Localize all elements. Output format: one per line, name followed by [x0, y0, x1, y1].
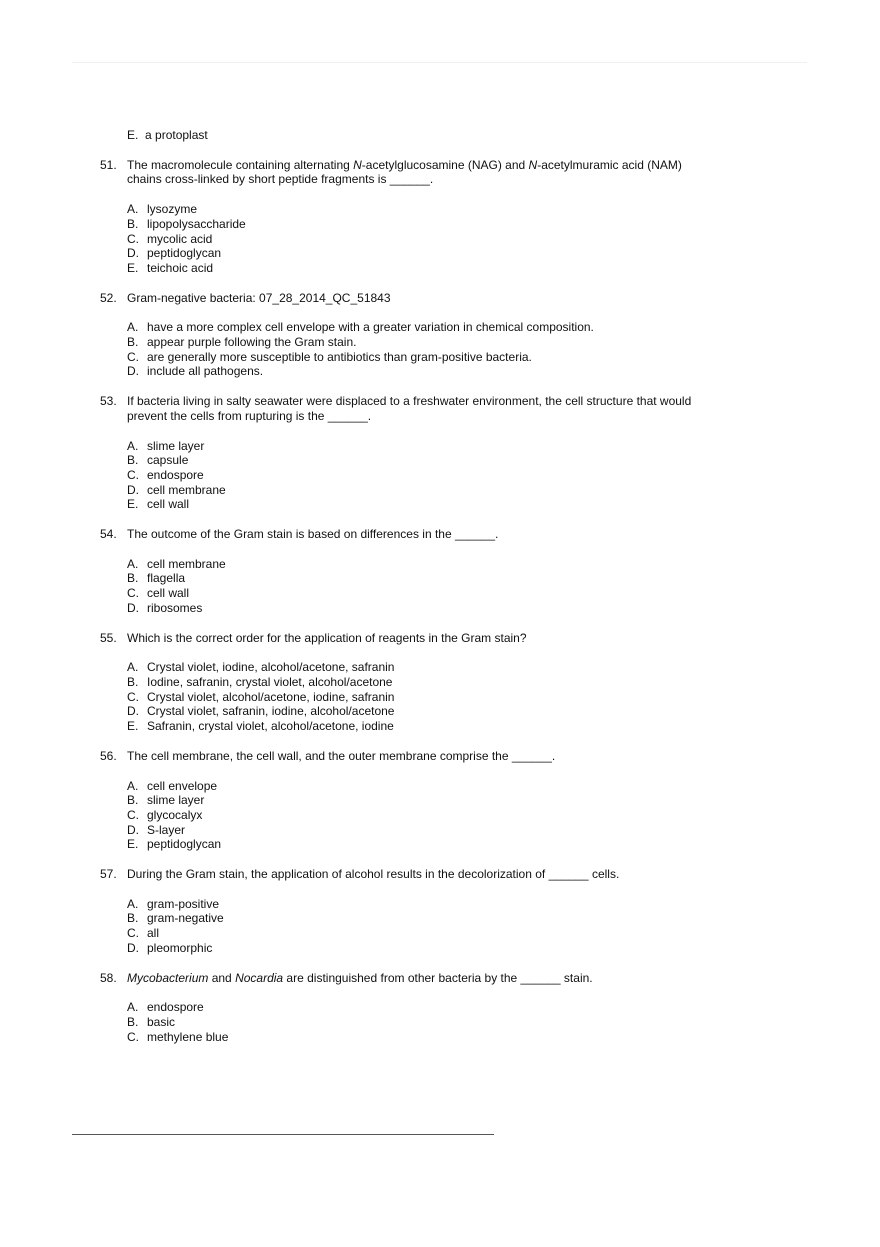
option-letter: E. — [127, 128, 139, 142]
stem-text: -acetylmuramic acid (NAM) — [537, 157, 682, 172]
option-letter: B. — [127, 453, 139, 468]
option-text: Crystal violet, safranin, iodine, alcohol/acetone — [147, 704, 395, 719]
option-letter: B. — [127, 571, 139, 586]
option-letter: A. — [127, 438, 139, 453]
option-text: endospore — [147, 1000, 204, 1015]
option-text: peptidoglycan — [147, 246, 222, 261]
option-letter: C. — [127, 1029, 139, 1044]
option-letter: E. — [127, 497, 139, 512]
question-stem — [127, 971, 760, 986]
option-a — [127, 779, 760, 794]
question-stem: The cell membrane, the cell wall, and the outer membrane comprise the ______. — [127, 748, 556, 763]
option-letter: A. — [127, 320, 139, 335]
option-text: cell membrane — [147, 556, 226, 571]
question-number: 51. — [100, 157, 117, 172]
option-d — [127, 483, 760, 498]
option-text: peptidoglycan — [147, 837, 222, 852]
option-text: S-layer — [147, 822, 186, 837]
option-b — [127, 675, 760, 690]
answer-options — [127, 897, 760, 956]
option-a — [127, 660, 760, 675]
option-letter: D. — [127, 600, 139, 615]
option-letter: D. — [127, 482, 139, 497]
question-number: 58. — [100, 970, 117, 985]
option-letter: B. — [127, 216, 139, 231]
stem-text: chains cross-linked by short peptide fragments is ______. — [127, 172, 434, 187]
question-56 — [100, 749, 760, 852]
option-b — [127, 571, 760, 586]
option-e — [127, 497, 760, 512]
option-text: capsule — [147, 453, 189, 468]
option-b — [127, 793, 760, 808]
option-letter: C. — [127, 467, 139, 482]
option-letter: A. — [127, 556, 139, 571]
option-d — [127, 246, 760, 261]
option-text: basic — [147, 1014, 176, 1029]
option-text: methylene blue — [147, 1029, 229, 1044]
option-text: Iodine, safranin, crystal violet, alcohol/acetone — [147, 674, 393, 689]
option-text: teichoic acid — [147, 260, 214, 275]
option-letter: D. — [127, 704, 139, 719]
option-letter: E. — [127, 837, 139, 852]
question-52 — [100, 291, 760, 380]
option-letter: D. — [127, 246, 139, 261]
option-c — [127, 232, 760, 247]
option-text: are generally more susceptible to antibiotics than gram-positive bacteria. — [147, 349, 532, 364]
option-letter: D. — [127, 364, 139, 379]
question-list — [100, 128, 760, 1059]
option-text: ribosomes — [147, 600, 203, 615]
question-stem: During the Gram stain, the application of alcohol results in the decolorization of ______ cells. — [127, 867, 620, 882]
option-b — [127, 911, 760, 926]
option-a — [127, 202, 760, 217]
option-letter: D. — [127, 822, 139, 837]
answer-options — [127, 320, 760, 379]
question-stem — [127, 394, 760, 423]
option-d — [127, 364, 760, 379]
option-e — [127, 837, 760, 852]
question-number: 53. — [100, 394, 117, 409]
option-d — [127, 823, 760, 838]
option-letter: E. — [127, 719, 139, 734]
option-letter: C. — [127, 807, 139, 822]
stem-text: If bacteria living in salty seawater were displaced to a freshwater environment, the cell structure that would — [127, 394, 692, 409]
stem-text: are distinguished from other bacteria by the ______ stain. — [283, 970, 593, 985]
answer-options — [127, 660, 760, 734]
option-text: have a more complex cell envelope with a greater variation in chemical composition. — [147, 320, 594, 335]
question-51 — [100, 158, 760, 276]
question-58 — [100, 971, 760, 1045]
option-e — [127, 261, 760, 276]
option-text: cell membrane — [147, 482, 226, 497]
option-text: include all pathogens. — [147, 364, 264, 379]
answer-options — [127, 779, 760, 853]
option-c — [127, 468, 760, 483]
question-stem: Gram-negative bacteria: 07_28_2014_QC_51843 — [127, 290, 391, 305]
stem-text: -acetylglucosamine (NAG) and — [361, 157, 529, 172]
option-text: Crystal violet, iodine, alcohol/acetone, safranin — [147, 660, 395, 675]
stem-text: prevent the cells from rupturing is the ______. — [127, 408, 372, 423]
option-c — [127, 690, 760, 705]
option-text: endospore — [147, 467, 204, 482]
option-letter: A. — [127, 778, 139, 793]
option-c — [127, 808, 760, 823]
option-text: appear purple following the Gram stain. — [147, 335, 357, 350]
option-e — [127, 719, 760, 734]
stem-text: The macromolecule containing alternating — [127, 157, 354, 172]
option-c — [127, 926, 760, 941]
option-letter: A. — [127, 896, 139, 911]
option-text: lipopolysaccharide — [147, 216, 246, 231]
option-letter: C. — [127, 586, 139, 601]
question-stem: Which is the correct order for the application of reagents in the Gram stain? — [127, 630, 527, 645]
option-c — [127, 1030, 760, 1045]
option-text: cell envelope — [147, 778, 218, 793]
option-text: flagella — [147, 571, 186, 586]
question-57 — [100, 867, 760, 956]
question-number: 54. — [100, 527, 117, 542]
question-53 — [100, 394, 760, 512]
option-text: gram-positive — [147, 896, 220, 911]
stem-italic: Nocardia — [235, 970, 284, 985]
option-letter: E. — [127, 260, 139, 275]
option-d — [127, 704, 760, 719]
option-letter: C. — [127, 349, 139, 364]
option-a — [127, 557, 760, 572]
answer-options — [127, 439, 760, 513]
option-text: slime layer — [147, 438, 205, 453]
question-stem — [127, 158, 760, 187]
footnote-divider — [72, 1134, 494, 1135]
option-d — [127, 601, 760, 616]
option-a — [127, 897, 760, 912]
option-b — [127, 217, 760, 232]
option-b — [127, 453, 760, 468]
question-number: 52. — [100, 290, 117, 305]
option-text: cell wall — [147, 586, 190, 601]
option-letter: C. — [127, 926, 139, 941]
option-text: lysozyme — [147, 202, 198, 217]
option-text: slime layer — [147, 793, 205, 808]
option-text: Safranin, crystal violet, alcohol/acetone, iodine — [147, 719, 394, 734]
question-number: 56. — [100, 748, 117, 763]
answer-options — [127, 1000, 760, 1044]
option-letter: C. — [127, 689, 139, 704]
option-letter: C. — [127, 231, 139, 246]
option-a — [127, 439, 760, 454]
option-c — [127, 350, 760, 365]
option-text: a protoplast — [145, 128, 208, 142]
stem-italic: Mycobacterium — [127, 970, 209, 985]
option-a — [127, 1000, 760, 1015]
stem-italic: N — [353, 157, 362, 172]
option-b — [127, 335, 760, 350]
option-letter: B. — [127, 911, 139, 926]
option-text: gram-negative — [147, 911, 224, 926]
answer-options — [127, 202, 760, 276]
option-c — [127, 586, 760, 601]
stem-italic: N — [528, 157, 538, 172]
option-text: cell wall — [147, 497, 190, 512]
option-d — [127, 941, 760, 956]
option-letter: B. — [127, 674, 139, 689]
stem-text: and — [208, 970, 236, 985]
header-divider — [72, 62, 807, 63]
option-text: mycolic acid — [147, 231, 213, 246]
option-letter: B. — [127, 1014, 139, 1029]
answer-options — [127, 557, 760, 616]
option-letter: B. — [127, 793, 139, 808]
option-b — [127, 1015, 760, 1030]
option-letter: D. — [127, 940, 139, 955]
option-text: pleomorphic — [147, 940, 213, 955]
option-text: all — [147, 926, 160, 941]
option-a — [127, 320, 760, 335]
question-stem: The outcome of the Gram stain is based on differences in the ______. — [127, 527, 499, 542]
option-text: glycocalyx — [147, 807, 203, 822]
option-letter: A. — [127, 660, 139, 675]
question-55 — [100, 631, 760, 734]
option-letter: A. — [127, 1000, 139, 1015]
question-number: 57. — [100, 867, 117, 882]
option-letter: B. — [127, 335, 139, 350]
question-number: 55. — [100, 630, 117, 645]
option-text: Crystal violet, alcohol/acetone, iodine, safranin — [147, 689, 395, 704]
question-54 — [100, 527, 760, 616]
option-letter: A. — [127, 202, 139, 217]
continued-option — [100, 128, 760, 143]
